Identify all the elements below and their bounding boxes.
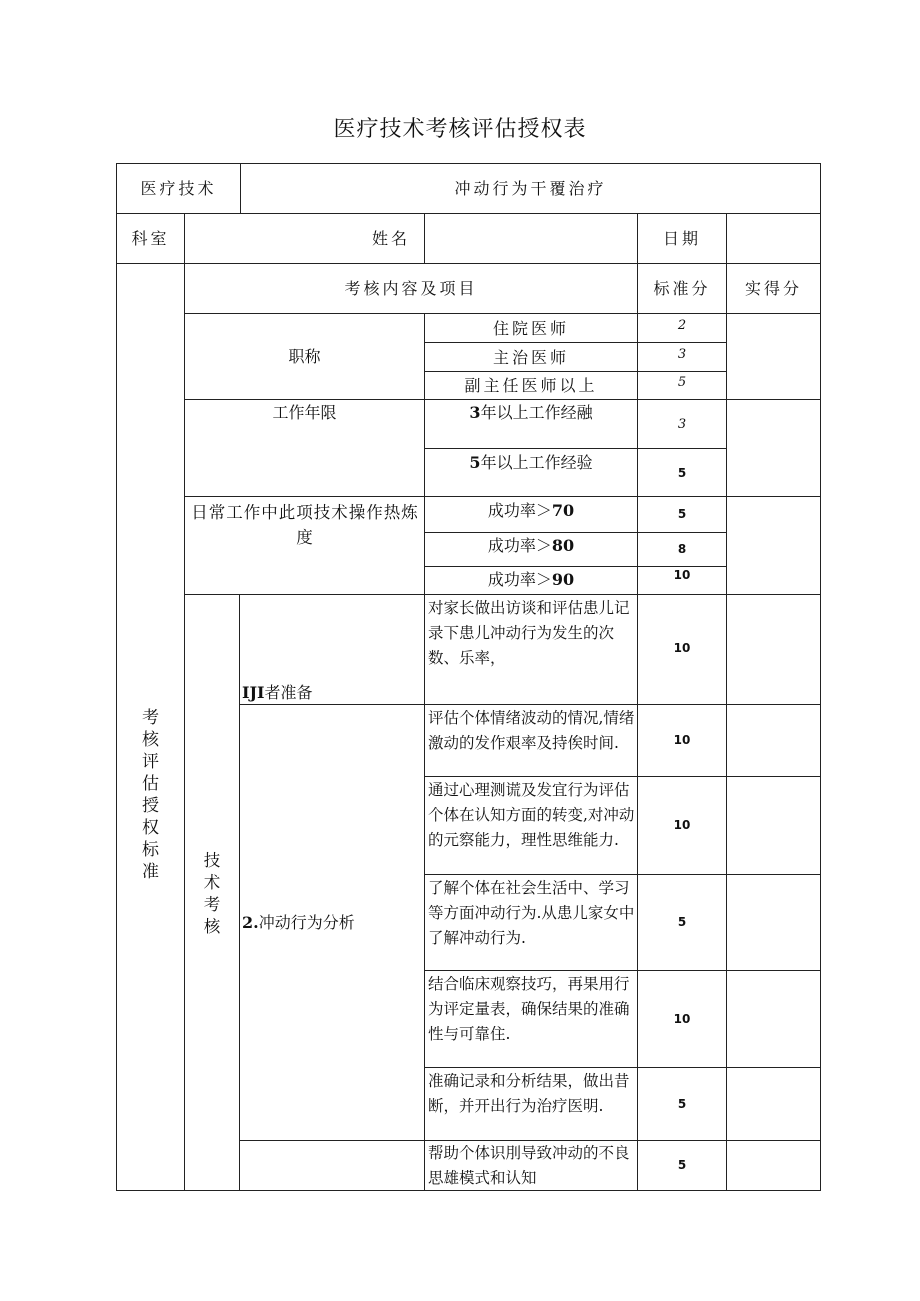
last-item-desc: 帮助个体识刖导致冲动的不良思雄模式和认知 bbox=[428, 1144, 630, 1187]
skill-score-70: 5 bbox=[677, 507, 687, 521]
name-field[interactable] bbox=[425, 214, 637, 263]
analysis-score-1: 10 bbox=[673, 733, 691, 747]
analysis-score-4: 10 bbox=[673, 1012, 691, 1026]
title-score-attending: 3 bbox=[677, 346, 687, 362]
standard-score-header: 标准分 bbox=[653, 279, 711, 298]
years-item-5: 5年以上工作经验 bbox=[469, 453, 593, 472]
side-label: 考 核 评 估 授 权 标 准 bbox=[142, 708, 159, 882]
name-label: 姓名 bbox=[371, 229, 410, 248]
analysis-desc-1: 评估个体情绪波动的情况,情绪激动的发作艰率及持俟时间. bbox=[428, 709, 635, 752]
years-score-3: 3 bbox=[677, 417, 687, 432]
skill-score-90: 10 bbox=[673, 567, 691, 582]
skill-section-label: 日常工作中此项技术操作热炼度 bbox=[191, 503, 419, 547]
prep-label: IJI者准备 bbox=[242, 683, 313, 702]
last-item-score: 5 bbox=[677, 1158, 687, 1172]
title-score-resident: 2 bbox=[677, 317, 687, 333]
analysis-label: 2.冲动行为分析 bbox=[242, 913, 355, 932]
analysis-score-2: 10 bbox=[673, 818, 691, 832]
page-title: 医疗技术考核评估授权表 bbox=[333, 117, 587, 142]
actual-score-header: 实得分 bbox=[744, 279, 802, 298]
skill-score-80: 8 bbox=[677, 542, 687, 556]
years-item-3: 3年以上工作经融 bbox=[469, 403, 593, 422]
analysis-desc-2: 通过心理测谎及发宜行为评估个体在认知方面的转变,对冲动的元察能力，理性思维能力. bbox=[428, 781, 635, 849]
date-field[interactable] bbox=[727, 214, 820, 263]
analysis-desc-3: 了解个体在社会生活中、学习等方面冲动行为.从患儿家女中了解冲动行为. bbox=[428, 879, 635, 947]
analysis-score-3: 5 bbox=[677, 915, 687, 929]
title-item-resident: 住院医师 bbox=[492, 318, 569, 338]
analysis-score-5: 5 bbox=[677, 1097, 687, 1111]
date-label: 日期 bbox=[662, 229, 701, 248]
prep-score: 10 bbox=[673, 641, 691, 655]
skill-item-80: 成功率＞80 bbox=[487, 536, 575, 555]
title-section-label: 职称 bbox=[288, 346, 321, 366]
tech-value: 冲动行为干覆治疗 bbox=[454, 179, 607, 198]
analysis-desc-4: 结合临床观察技巧，再果用行为评定量表，确保结果的准确性与可靠住. bbox=[428, 975, 630, 1043]
dept-label: 科室 bbox=[131, 229, 170, 248]
title-item-associate: 副主任医师以上 bbox=[464, 376, 598, 395]
years-score-5: 5 bbox=[677, 466, 687, 480]
skill-item-90: 成功率＞90 bbox=[487, 570, 575, 589]
content-header: 考核内容及项目 bbox=[344, 279, 478, 298]
title-item-attending: 主治医师 bbox=[492, 347, 569, 367]
analysis-desc-5: 准确记录和分析结果，做出昔断，并开出行为治疗医明. bbox=[428, 1072, 630, 1115]
tech-exam-label: 技 术 考 核 bbox=[203, 851, 221, 936]
title-score-associate: 5 bbox=[677, 374, 687, 390]
years-section-label: 工作年限 bbox=[272, 403, 337, 422]
skill-item-70: 成功率＞70 bbox=[487, 501, 575, 520]
prep-desc: 对家长做出访谈和评估患儿记录下患儿冲动行为发生的次数、乐率， bbox=[428, 599, 630, 667]
tech-label: 医疗技术 bbox=[140, 179, 217, 198]
